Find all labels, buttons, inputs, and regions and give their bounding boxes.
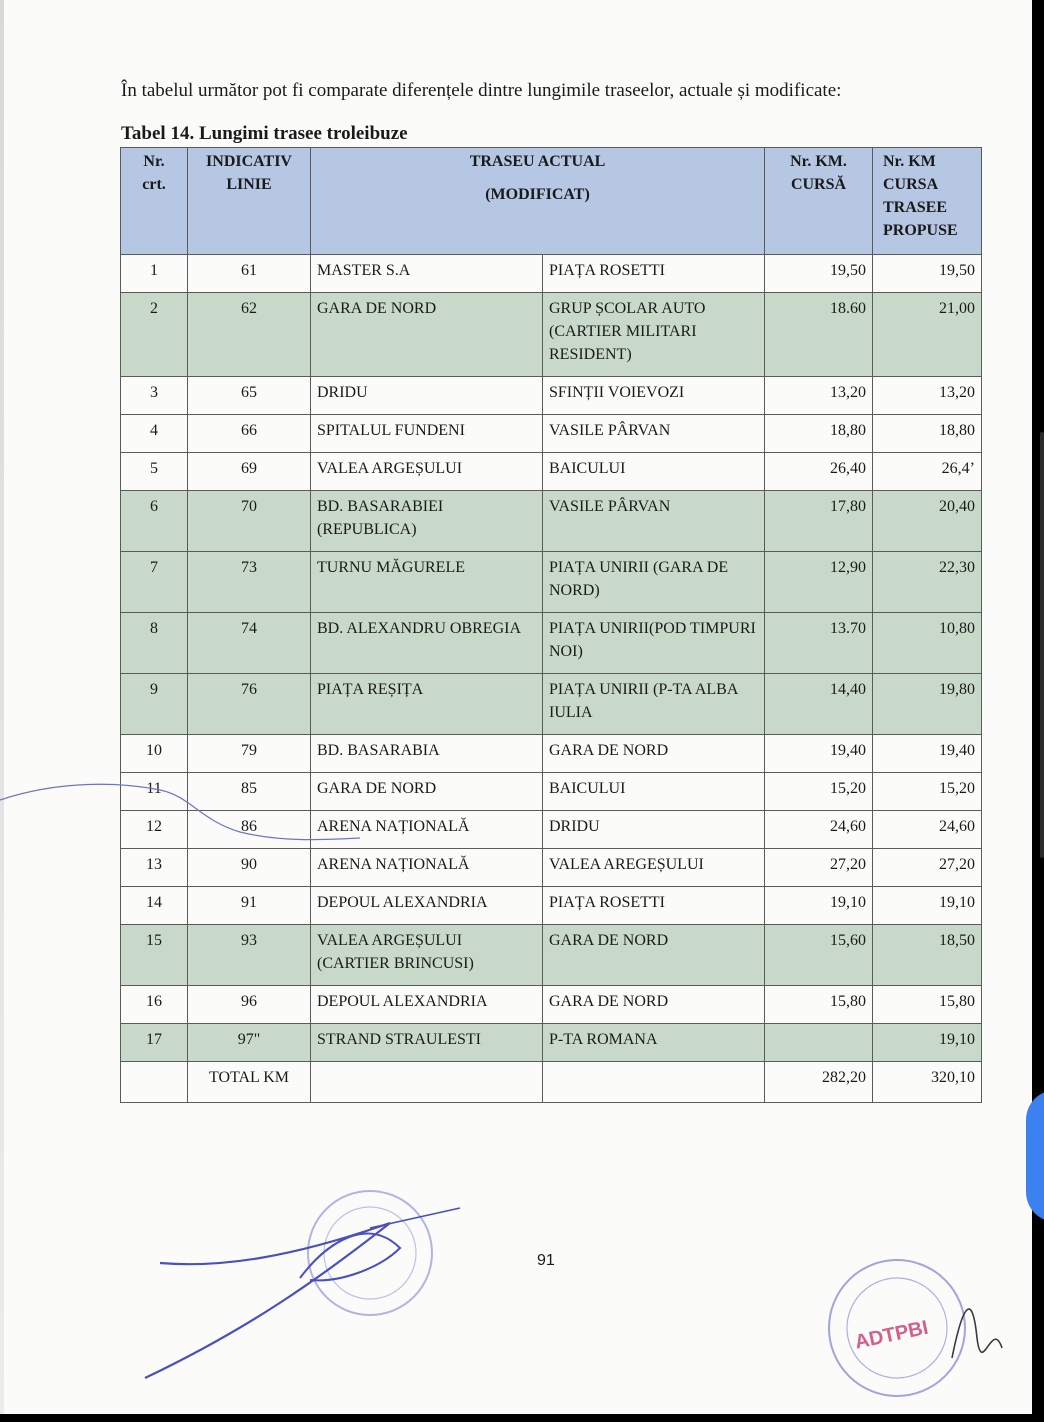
route-to: BAICULUI xyxy=(543,453,765,491)
proposed-km: 13,20 xyxy=(873,377,982,415)
line-indicator: 93 xyxy=(188,925,311,986)
line-indicator: 69 xyxy=(188,453,311,491)
proposed-km: 19,10 xyxy=(873,1024,982,1062)
total-proposed: 320,10 xyxy=(873,1062,982,1103)
current-km: 13,20 xyxy=(765,377,873,415)
table-row xyxy=(121,887,982,925)
route-to: VASILE PÂRVAN xyxy=(543,491,765,552)
route-to: DRIDU xyxy=(543,811,765,849)
route-from: VALEA ARGEȘULUI xyxy=(311,453,543,491)
current-km xyxy=(765,1024,873,1062)
route-to: GRUP ȘCOLAR AUTO (CARTIER MILITARI RESIDENT) xyxy=(543,293,765,377)
line-indicator: 90 xyxy=(188,849,311,887)
proposed-km: 26,4ʼ xyxy=(873,453,982,491)
row-number: 17 xyxy=(121,1024,188,1062)
line-indicator: 86 xyxy=(188,811,311,849)
route-from: PIAȚA REȘIȚA xyxy=(311,674,543,735)
row-number: 4 xyxy=(121,415,188,453)
proposed-km: 15,20 xyxy=(873,773,982,811)
proposed-km: 15,80 xyxy=(873,986,982,1024)
pen-stroke xyxy=(0,770,360,850)
route-from: ARENA NAȚIONALĂ xyxy=(311,849,543,887)
proposed-km: 10,80 xyxy=(873,613,982,674)
route-to: PIAȚA UNIRII(POD TIMPURI NOI) xyxy=(543,613,765,674)
line-indicator: 74 xyxy=(188,613,311,674)
row-number: 5 xyxy=(121,453,188,491)
current-km: 15,80 xyxy=(765,986,873,1024)
table-body xyxy=(121,255,982,1062)
route-to: GARA DE NORD xyxy=(543,986,765,1024)
row-number: 6 xyxy=(121,491,188,552)
total-empty-cell xyxy=(311,1062,543,1103)
line-indicator: 97" xyxy=(188,1024,311,1062)
proposed-km: 19,10 xyxy=(873,887,982,925)
intro-paragraph: În tabelul următor pot fi comparate diferențele dintre lungimile traseelor, actuale și modificate: xyxy=(121,80,842,101)
route-to: PIAȚA ROSETTI xyxy=(543,255,765,293)
line-indicator: 61 xyxy=(188,255,311,293)
header-proposed: Nr. KM CURSA TRASEE PROPUSE xyxy=(873,148,982,255)
current-km: 14,40 xyxy=(765,674,873,735)
table-row xyxy=(121,491,982,552)
current-km: 13.70 xyxy=(765,613,873,674)
row-number: 10 xyxy=(121,735,188,773)
current-km: 18.60 xyxy=(765,293,873,377)
route-to: SFINȚII VOIEVOZI xyxy=(543,377,765,415)
row-number: 16 xyxy=(121,986,188,1024)
route-from: BD. BASARABIEI (REPUBLICA) xyxy=(311,491,543,552)
proposed-km: 22,30 xyxy=(873,552,982,613)
route-to: PIAȚA UNIRII (P-TA ALBA IULIA xyxy=(543,674,765,735)
row-number: 14 xyxy=(121,887,188,925)
total-empty-cell xyxy=(543,1062,765,1103)
header-nr: Nr. crt. xyxy=(121,148,188,255)
table-row xyxy=(121,674,982,735)
total-empty-cell xyxy=(121,1062,188,1103)
route-to: BAICULUI xyxy=(543,773,765,811)
row-number: 7 xyxy=(121,552,188,613)
route-from: BD. ALEXANDRU OBREGIA xyxy=(311,613,543,674)
route-to: VASILE PÂRVAN xyxy=(543,415,765,453)
route-from: GARA DE NORD xyxy=(311,293,543,377)
current-km: 17,80 xyxy=(765,491,873,552)
row-number: 8 xyxy=(121,613,188,674)
header-line: INDICATIV LINIE xyxy=(188,148,311,255)
route-from: SPITALUL FUNDENI xyxy=(311,415,543,453)
route-to: GARA DE NORD xyxy=(543,735,765,773)
proposed-km: 18,50 xyxy=(873,925,982,986)
route-from: DEPOUL ALEXANDRIA xyxy=(311,986,543,1024)
table-row xyxy=(121,453,982,491)
table-row xyxy=(121,293,982,377)
scrollbar[interactable] xyxy=(1040,432,1044,858)
table-row xyxy=(121,415,982,453)
routes-table xyxy=(120,147,982,1103)
row-number: 2 xyxy=(121,293,188,377)
table-row xyxy=(121,255,982,293)
current-km: 19,10 xyxy=(765,887,873,925)
current-km: 12,90 xyxy=(765,552,873,613)
route-to: GARA DE NORD xyxy=(543,925,765,986)
route-from: BD. BASARABIA xyxy=(311,735,543,773)
row-number: 15 xyxy=(121,925,188,986)
current-km: 19,40 xyxy=(765,735,873,773)
total-km: 282,20 xyxy=(765,1062,873,1103)
line-indicator: 96 xyxy=(188,986,311,1024)
side-panel-tab[interactable] xyxy=(1026,1090,1044,1222)
row-number: 12 xyxy=(121,811,188,849)
proposed-km: 18,80 xyxy=(873,415,982,453)
proposed-km: 27,20 xyxy=(873,849,982,887)
current-km: 15,20 xyxy=(765,773,873,811)
current-km: 15,60 xyxy=(765,925,873,986)
row-number: 3 xyxy=(121,377,188,415)
table-row xyxy=(121,1024,982,1062)
table-row xyxy=(121,377,982,415)
route-from: TURNU MĂGURELE xyxy=(311,552,543,613)
header-route: TRASEU ACTUAL (MODIFICAT) xyxy=(311,148,765,255)
table-row xyxy=(121,735,982,773)
proposed-km: 19,80 xyxy=(873,674,982,735)
line-indicator: 91 xyxy=(188,887,311,925)
total-label: TOTAL KM xyxy=(188,1062,311,1103)
total-row xyxy=(121,1062,982,1103)
route-from: MASTER S.A xyxy=(311,255,543,293)
route-from: DEPOUL ALEXANDRIA xyxy=(311,887,543,925)
current-km: 24,60 xyxy=(765,811,873,849)
route-from: STRAND STRAULESTI xyxy=(311,1024,543,1062)
page-edge xyxy=(0,0,4,1414)
row-number: 13 xyxy=(121,849,188,887)
line-indicator: 76 xyxy=(188,674,311,735)
svg-text:ADTPBI: ADTPBI xyxy=(852,1316,931,1354)
table-caption: Tabel 14. Lungimi trasee troleibuze xyxy=(121,123,408,144)
row-number: 9 xyxy=(121,674,188,735)
adtpbi-stamp xyxy=(812,1248,1012,1408)
line-indicator: 73 xyxy=(188,552,311,613)
page-number: 91 xyxy=(537,1252,555,1269)
route-to: VALEA AREGEȘULUI xyxy=(543,849,765,887)
table-row xyxy=(121,925,982,986)
proposed-km: 21,00 xyxy=(873,293,982,377)
table-header-row xyxy=(121,148,982,255)
municipality-stamp xyxy=(140,1188,470,1388)
route-from: ARENA NAȚIONALĂ xyxy=(311,811,543,849)
current-km: 19,50 xyxy=(765,255,873,293)
current-km: 18,80 xyxy=(765,415,873,453)
line-indicator: 62 xyxy=(188,293,311,377)
route-from: GARA DE NORD xyxy=(311,773,543,811)
line-indicator: 65 xyxy=(188,377,311,415)
proposed-km: 24,60 xyxy=(873,811,982,849)
current-km: 27,20 xyxy=(765,849,873,887)
table-row xyxy=(121,986,982,1024)
proposed-km: 19,40 xyxy=(873,735,982,773)
row-number: 11 xyxy=(121,773,188,811)
route-to: PIAȚA ROSETTI xyxy=(543,887,765,925)
route-to: PIAȚA UNIRII (GARA DE NORD) xyxy=(543,552,765,613)
header-km: Nr. KM. CURSĂ xyxy=(765,148,873,255)
table-row xyxy=(121,552,982,613)
line-indicator: 85 xyxy=(188,773,311,811)
route-from: VALEA ARGEȘULUI (CARTIER BRINCUSI) xyxy=(311,925,543,986)
current-km: 26,40 xyxy=(765,453,873,491)
line-indicator: 79 xyxy=(188,735,311,773)
line-indicator: 70 xyxy=(188,491,311,552)
line-indicator: 66 xyxy=(188,415,311,453)
table-row xyxy=(121,613,982,674)
route-from: DRIDU xyxy=(311,377,543,415)
row-number: 1 xyxy=(121,255,188,293)
table-row xyxy=(121,849,982,887)
route-to: P-TA ROMANA xyxy=(543,1024,765,1062)
proposed-km: 20,40 xyxy=(873,491,982,552)
proposed-km: 19,50 xyxy=(873,255,982,293)
